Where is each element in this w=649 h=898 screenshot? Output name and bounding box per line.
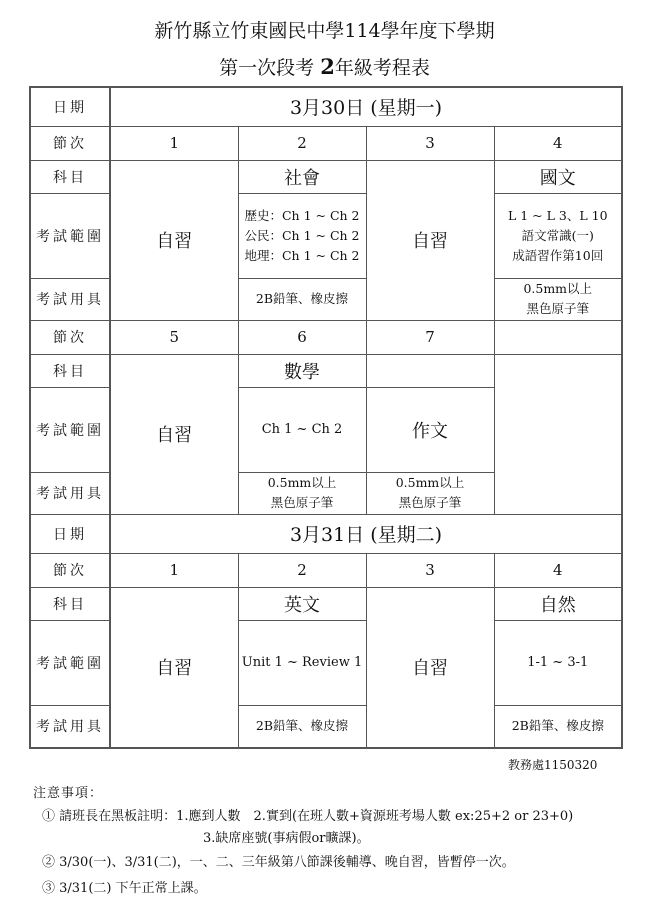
period-number: 3 — [366, 553, 494, 587]
tools-line: 0.5mm以上 — [267, 475, 337, 490]
note-3: ③ 3/31(二) 下午正常上課。 — [42, 881, 207, 896]
period-number-empty — [494, 320, 622, 354]
tools-line: 黑色原子筆 — [526, 301, 590, 316]
period-label: 節次 — [30, 320, 110, 354]
subtitle-suffix: 年級考程表 — [334, 57, 430, 79]
table-row — [30, 320, 622, 354]
date-label: 日期 — [30, 87, 110, 126]
range-label: 考試範圍 — [30, 620, 110, 705]
science-range: 1-1 ~ 3-1 — [494, 620, 622, 705]
subject-label: 科目 — [30, 587, 110, 620]
table-row — [30, 587, 622, 620]
table-row — [30, 553, 622, 587]
subject-science: 自然 — [494, 587, 622, 620]
math-tools — [238, 472, 366, 514]
subject-label: 科目 — [30, 354, 110, 387]
period-number: 2 — [238, 553, 366, 587]
subject-empty — [366, 354, 494, 387]
self-study-cell: 自習 — [366, 587, 494, 748]
self-study-cell: 自習 — [110, 587, 238, 748]
note-1: ① 請班長在黑板註明：1.應到人數 2.實到(在班人數+資源班考場人數 ex:25+2 or 23+0) — [42, 809, 574, 824]
range-label: 考試範圍 — [30, 387, 110, 472]
period-label: 節次 — [30, 126, 110, 160]
range-line-geography: 地理：Ch 1 ~ Ch 2 — [244, 247, 360, 263]
science-tools: 2B鉛筆、橡皮擦 — [494, 705, 622, 748]
exam-schedule-table — [29, 86, 623, 749]
day2-date: 3月31日 (星期二) — [110, 514, 622, 553]
english-range: Unit 1 ~ Review 1 — [238, 620, 366, 705]
chinese-range — [494, 193, 622, 278]
range-line-history: 歷史：Ch 1 ~ Ch 2 — [244, 207, 360, 223]
chinese-tools — [494, 278, 622, 320]
range-line-civics: 公民：Ch 1 ~ Ch 2 — [244, 227, 360, 243]
range-line: L 1 ~ L 3、L 10 — [507, 207, 608, 223]
table-row — [30, 126, 622, 160]
period-number: 6 — [238, 320, 366, 354]
subtitle-exam: 第一次段考 — [219, 57, 315, 79]
period-label: 節次 — [30, 553, 110, 587]
period-number: 4 — [494, 553, 622, 587]
self-study-cell: 自習 — [366, 160, 494, 320]
note-1-continued: 3.缺席座號(事病假or曠課)。 — [203, 831, 370, 846]
document-title: 新竹縣立竹東國民中學114學年度下學期 — [154, 20, 495, 42]
subject-chinese: 國文 — [494, 160, 622, 193]
notes-title: 注意事項： — [33, 786, 104, 801]
tools-line: 0.5mm以上 — [523, 281, 593, 296]
range-label: 考試範圍 — [30, 193, 110, 278]
self-study-cell: 自習 — [110, 354, 238, 514]
subject-math: 數學 — [238, 354, 366, 387]
range-line: 成語習作第10回 — [512, 247, 604, 263]
empty-cell — [494, 354, 622, 514]
social-tools: 2B鉛筆、橡皮擦 — [238, 278, 366, 320]
period-number: 1 — [110, 126, 238, 160]
table-row — [30, 514, 622, 553]
note-2: ② 3/30(一)、3/31(二)，一、二、三年級第八節課後輔導、晚自習，皆暫停一次。 — [42, 855, 515, 870]
period-number: 4 — [494, 126, 622, 160]
table-row — [30, 354, 622, 387]
tools-label: 考試用具 — [30, 472, 110, 514]
tools-line: 黑色原子筆 — [398, 495, 462, 510]
subject-english: 英文 — [238, 587, 366, 620]
table-row — [30, 87, 622, 126]
document-subtitle — [0, 53, 649, 80]
tools-label: 考試用具 — [30, 278, 110, 320]
composition-tools — [366, 472, 494, 514]
period-number: 1 — [110, 553, 238, 587]
range-line: 語文常識(一) — [521, 227, 594, 243]
composition-range: 作文 — [366, 387, 494, 472]
math-range: Ch 1 ~ Ch 2 — [238, 387, 366, 472]
date-label: 日期 — [30, 514, 110, 553]
tools-line: 0.5mm以上 — [395, 475, 465, 490]
period-number: 7 — [366, 320, 494, 354]
day1-date: 3月30日 (星期一) — [110, 87, 622, 126]
tools-label: 考試用具 — [30, 705, 110, 748]
table-row — [30, 160, 622, 193]
office-stamp: 教務處1150320 — [508, 758, 598, 772]
english-tools: 2B鉛筆、橡皮擦 — [238, 705, 366, 748]
social-range — [238, 193, 366, 278]
tools-line: 黑色原子筆 — [270, 495, 334, 510]
period-number: 2 — [238, 126, 366, 160]
subtitle-grade: 2 — [320, 54, 335, 79]
period-number: 5 — [110, 320, 238, 354]
subject-social: 社會 — [238, 160, 366, 193]
self-study-cell: 自習 — [110, 160, 238, 320]
subject-label: 科目 — [30, 160, 110, 193]
period-number: 3 — [366, 126, 494, 160]
